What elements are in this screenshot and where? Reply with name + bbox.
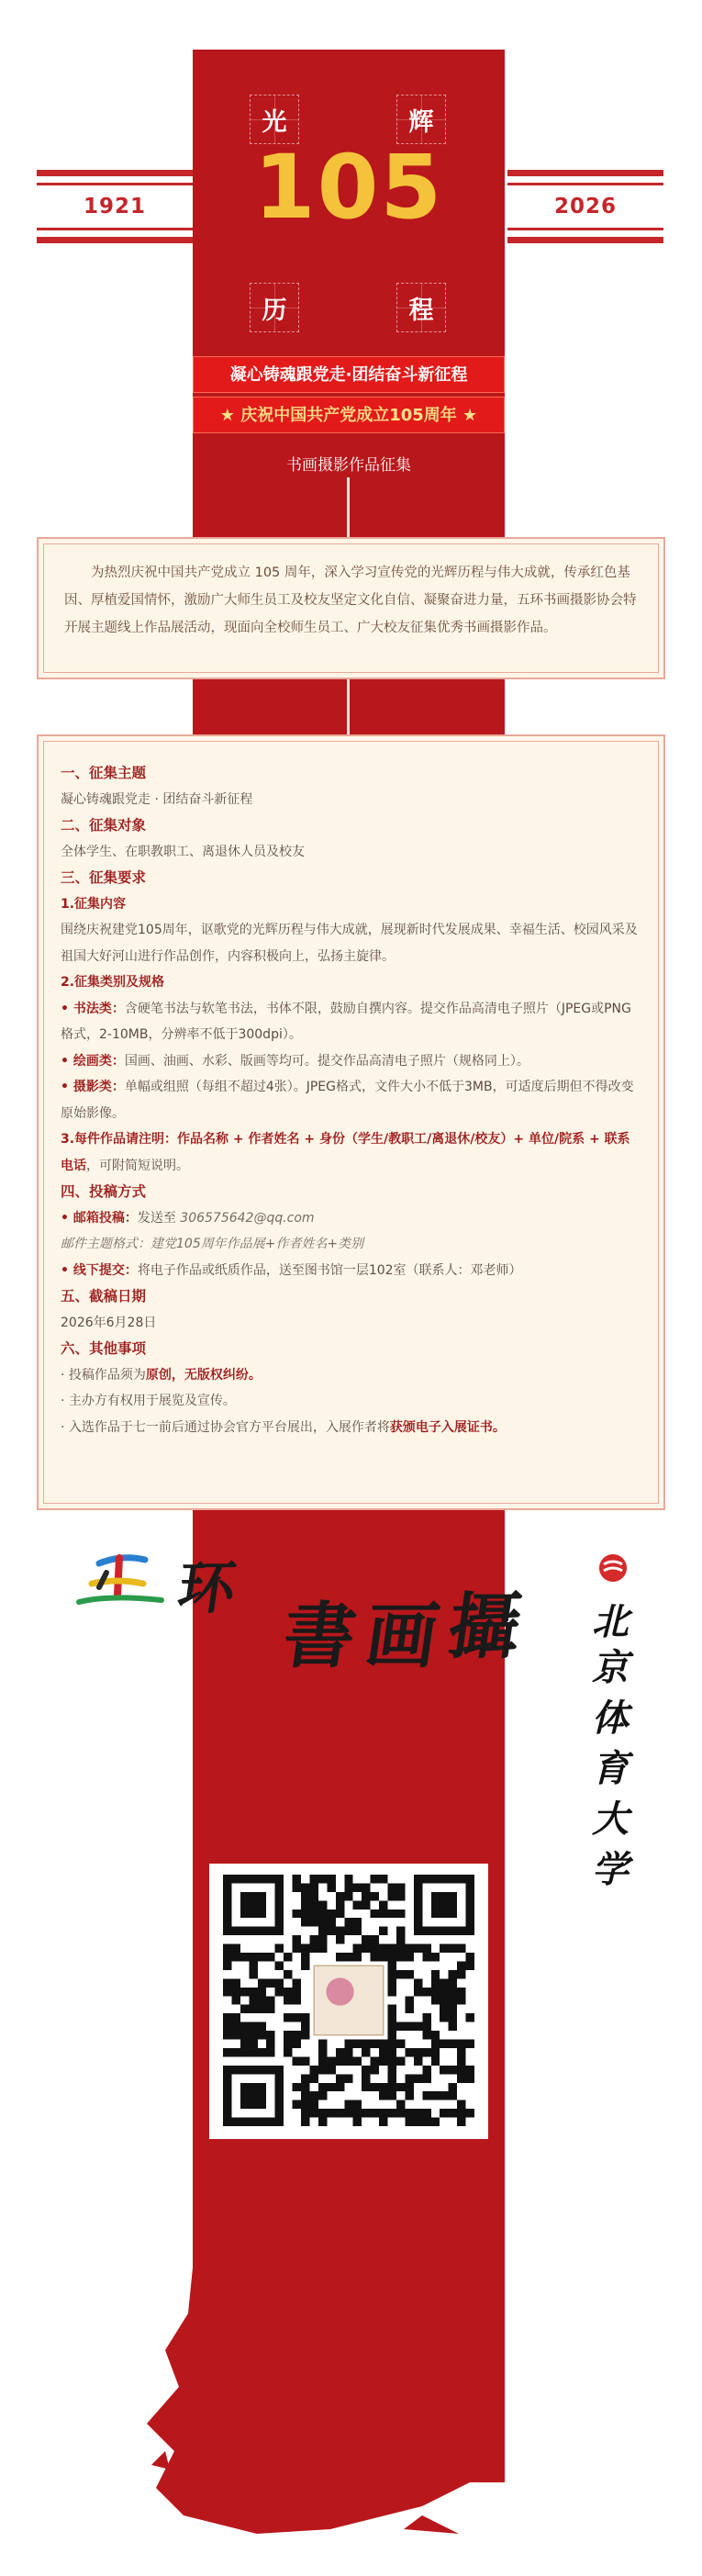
offline-body: 将电子作品或纸质作品，送至图书馆一层102室（联系人：邓老师）	[137, 1262, 522, 1278]
painting-label: • 绘画类：	[61, 1053, 125, 1069]
annotation-requirement	[61, 1126, 641, 1179]
content-subtitle: 1.征集内容	[61, 896, 127, 912]
deadline-date: 2026年6月28日	[61, 1315, 157, 1330]
university-char-5: 大	[592, 1798, 629, 1841]
note-rights: · 主办方有权用于展览及宣传。	[61, 1394, 236, 1408]
five-ring-logo	[72, 1547, 173, 1620]
photography-label: • 摄影类：	[61, 1080, 125, 1094]
calligraphy-body: 含硬笔书法与软笔书法，书体不限，鼓励自撰内容。提交作品高清电子照片（JPEG或PNG格式，2-10MB，分辨率不低于300dpi）。	[61, 1001, 631, 1042]
note-originality-pre: · 投稿作品须为	[61, 1367, 146, 1383]
connector-line	[347, 679, 350, 734]
note-exhibition-bold: 获颁电子入展证书。	[389, 1419, 506, 1435]
year-end: 2026	[553, 195, 617, 218]
details-panel	[37, 734, 665, 1510]
section-deadline-title: 五、截稿日期	[61, 1288, 147, 1305]
celebration-banner: ★ 庆祝中国共产党成立105周年 ★	[193, 397, 505, 433]
note-originality-bold: 原创，无版权纠纷。	[145, 1367, 262, 1383]
title-char-2: 辉	[396, 95, 446, 144]
qr-code[interactable]	[209, 1864, 488, 2139]
annotation-tail: ，可附简短说明。	[86, 1158, 189, 1173]
club-char-she: 攝	[442, 1585, 527, 1669]
club-char-shu: 書	[277, 1595, 362, 1678]
title-char-3: 历	[250, 283, 299, 332]
section-theme-body: 凝心铸魂跟党走 · 团结奋斗新征程	[61, 791, 253, 807]
section-theme-title: 一、征集主题	[61, 765, 147, 781]
section-target-body: 全体学生、在职教职工、离退休人员及校友	[61, 844, 305, 859]
intro-panel	[37, 537, 665, 679]
photography-body: 单幅或组照（每组不超过4张）。JPEG格式，文件大小不低于3MB，可适度后期但不得改变原始影像。	[61, 1080, 634, 1121]
email-address-link[interactable]: 306575642@qq.com	[180, 1210, 315, 1226]
email-label: • 邮箱投稿：	[61, 1210, 138, 1226]
section-submit-title: 四、投稿方式	[61, 1183, 147, 1200]
university-char-2: 京	[592, 1646, 629, 1689]
university-char-4: 育	[592, 1747, 629, 1790]
calligraphy-label: • 书法类：	[61, 1001, 125, 1016]
offline-item	[61, 1258, 641, 1284]
ribbon-brush-tail	[147, 2268, 496, 2543]
annotation-fields: 3.每件作品请注明：作品名称 + 作者姓名 + 身份（学生/教职工/离退休/校友）+ 单位/院系 + 联系电话	[61, 1132, 630, 1173]
note-exhibition-pre: · 入选作品于七一前后通过协会官方平台展出，入展作者将	[61, 1419, 390, 1435]
title-char-1: 光	[250, 95, 299, 144]
painting-body: 国画、油画、水彩、版画等均可。提交作品高清电子照片（规格同上）。	[124, 1053, 529, 1069]
subtitle: 书画摄影作品征集	[286, 456, 411, 475]
category-subtitle: 2.征集类别及规格	[61, 975, 165, 990]
intro-text: 为热烈庆祝中国共产党成立 105 周年，深入学习宣传党的光辉历程与伟大成就，传承红色基因、厚植爱国情怀，激励广大师生员工及校友坚定文化自信、凝聚奋进力量，五环书画摄影协会特开展主题线上作品展活动，现面向全校师生员工、广大校友征集优秀书画摄影作品。	[64, 566, 637, 635]
university-char-3: 体	[592, 1697, 629, 1740]
year-start: 1921	[83, 195, 146, 218]
email-subject-format: 邮件主题格式：建党105周年作品展+作者姓名+类别	[61, 1237, 364, 1251]
club-char-huan: 环	[173, 1554, 240, 1621]
section-target-title: 二、征集对象	[61, 817, 147, 834]
note-originality	[61, 1362, 641, 1389]
theme-banner: 凝心铸魂跟党走·团结奋斗新征程	[193, 356, 505, 393]
section-other-title: 六、其他事项	[61, 1340, 147, 1357]
email-prefix: 发送至	[137, 1210, 181, 1226]
note-exhibition	[61, 1415, 641, 1441]
painting-item	[61, 1048, 641, 1075]
content-body: 围绕庆祝建党105周年，讴歌党的光辉历程与伟大成就，展现新时代发展成果、幸福生活、校园风采及祖国大好河山进行作品创作，内容积极向上，弘扬主旋律。	[61, 923, 638, 964]
qr-code-pattern	[223, 1875, 474, 2126]
university-emblem-icon	[596, 1551, 630, 1585]
connector-line	[347, 477, 350, 537]
anniversary-number: 105	[253, 136, 444, 239]
title-char-4: 程	[396, 283, 446, 332]
offline-label: • 线下提交：	[61, 1262, 138, 1278]
section-requirements-title: 三、征集要求	[61, 869, 147, 886]
university-char-1: 北	[592, 1600, 629, 1643]
university-char-6: 学	[592, 1848, 629, 1891]
photography-item	[61, 1074, 641, 1126]
calligraphy-item	[61, 996, 641, 1048]
email-item	[61, 1205, 641, 1232]
club-char-hua: 画	[360, 1595, 444, 1678]
